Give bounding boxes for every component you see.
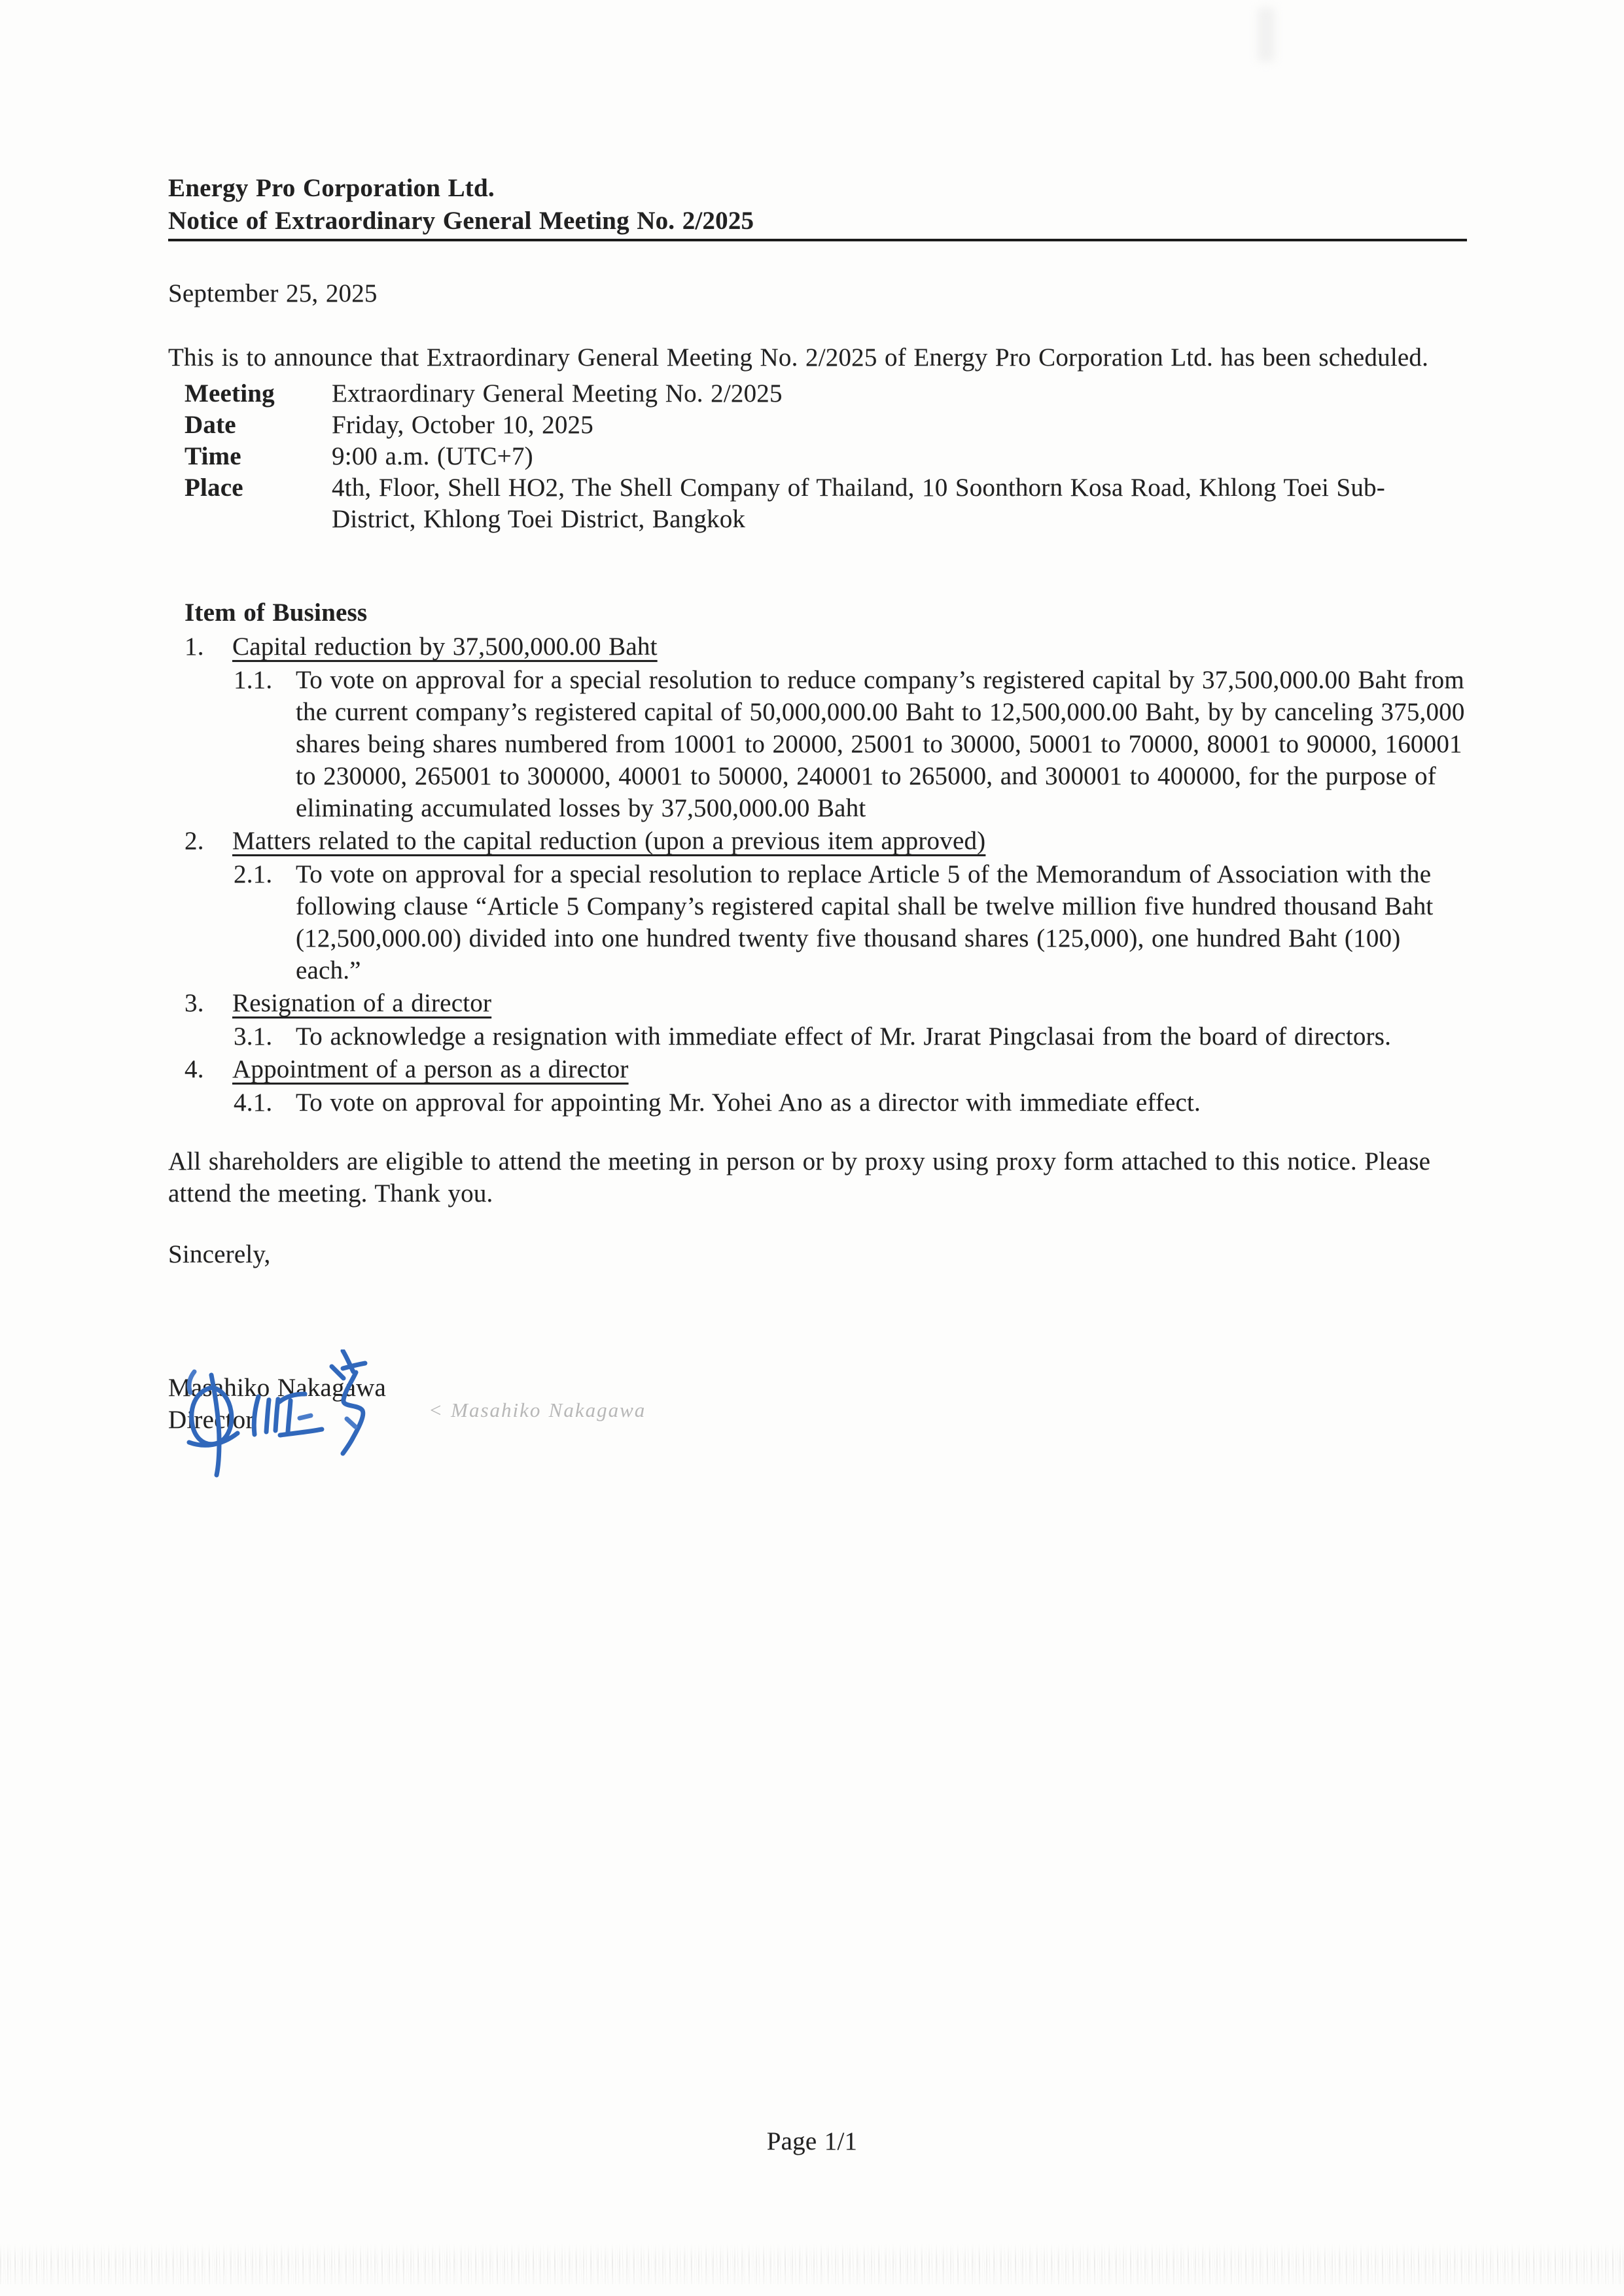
subitem-text: To acknowledge a resignation with immediate effect of Mr. Jrarat Pingclasai from the board of directors.	[296, 1022, 1392, 1051]
scan-artifact-smudge	[1258, 8, 1275, 61]
subitem-text: To vote on approval for appointing Mr. Yohei Ano as a director with immediate effect.	[296, 1088, 1201, 1117]
subitem-number: 3.1.	[234, 1022, 273, 1051]
item-number: 3.	[185, 989, 204, 1017]
signer-name: Masahiko Nakagawa	[168, 1374, 387, 1402]
subitem-number: 2.1.	[234, 860, 273, 888]
date-line: September 25, 2025	[168, 279, 378, 307]
detail-value-place: 4th, Floor, Shell HO2, The Shell Company of Thailand, 10 Soonthorn Kosa Road, Khlong Toei Sub-District, Khlong Toei District, Bangkok	[332, 474, 1385, 533]
table-row	[168, 378, 1467, 409]
list-item	[168, 824, 1467, 858]
list-subitem	[168, 858, 1467, 986]
company-name: Energy Pro Corporation Ltd.	[168, 174, 495, 202]
list-item	[168, 1052, 1467, 1087]
table-row	[168, 409, 1467, 441]
intro-paragraph: This is to announce that Extraordinary General Meeting No. 2/2025 of Energy Pro Corporation Ltd. has been scheduled.	[168, 343, 1429, 372]
item-title: Capital reduction by 37,500,000.00 Baht	[232, 633, 658, 661]
table-row	[168, 441, 1467, 472]
business-heading: Item of Business	[185, 599, 368, 627]
header-rule	[168, 239, 1467, 241]
scan-noise-band	[0, 2244, 1624, 2284]
item-title: Matters related to the capital reduction (upon a previous item approved)	[232, 827, 986, 855]
business-item-1	[168, 630, 1467, 824]
digital-signature-annotation: < Masahiko Nakagawa	[429, 1399, 646, 1421]
list-subitem	[168, 1087, 1467, 1119]
list-item	[168, 986, 1467, 1020]
detail-label-place: Place	[185, 474, 243, 502]
business-item-2	[168, 824, 1467, 986]
detail-label-date: Date	[185, 411, 236, 439]
subitem-number: 1.1.	[234, 666, 273, 694]
business-item-4	[168, 1052, 1467, 1119]
notice-title: Notice of Extraordinary General Meeting No. 2/2025	[168, 207, 754, 235]
item-number: 1.	[185, 633, 204, 661]
item-title: Resignation of a director	[232, 989, 492, 1017]
detail-value-meeting: Extraordinary General Meeting No. 2/2025	[332, 379, 783, 408]
page-number: Page 1/1	[766, 2127, 858, 2155]
subitem-number: 4.1.	[234, 1088, 273, 1117]
list-subitem	[168, 664, 1467, 824]
meeting-details-table	[168, 378, 1467, 535]
detail-label-time: Time	[185, 442, 241, 470]
subitem-text: To vote on approval for a special resolution to reduce company’s registered capital by 37,500,000.00 Baht from the current company’s registered capital of 50,000,000.00 Baht to 12,500,000.00 Baht, by by canceling 375,000 shares being shares numbered from 10001 to 20000, 25001 to 30000, 50001 to 70000, 80001 to 90000, 160001 to 230000, 265001 to 300000, 40001 to 50000, 240001 to 265000, and 300001 to 400000, for the purpose of eliminating accumulated losses by 37,500,000.00 Baht	[296, 666, 1465, 822]
business-item-3	[168, 986, 1467, 1052]
item-number: 2.	[185, 827, 204, 855]
closing-paragraph: All shareholders are eligible to attend the meeting in person or by proxy using proxy form attached to this notice. Please attend the meeting. Thank you.	[168, 1147, 1431, 1208]
list-subitem	[168, 1020, 1467, 1052]
document-body	[168, 172, 1467, 1436]
signer-title: Director	[168, 1406, 255, 1434]
handwritten-signature-ink	[186, 1349, 375, 1488]
detail-value-time: 9:00 a.m. (UTC+7)	[332, 442, 533, 470]
subitem-text: To vote on approval for a special resolution to replace Article 5 of the Memorandum of Association with the following clause “Article 5 Company’s registered capital shall be twelve million five hundred thousand Baht (12,500,000.00) divided into one hundred twenty five thousand shares (125,000), one hundred Baht (100) each.”	[296, 860, 1434, 984]
salutation: Sincerely,	[168, 1240, 271, 1268]
detail-value-date: Friday, October 10, 2025	[332, 411, 593, 439]
list-item	[168, 630, 1467, 664]
item-number: 4.	[185, 1055, 204, 1083]
table-row	[168, 472, 1467, 535]
detail-label-meeting: Meeting	[185, 379, 275, 408]
item-title: Appointment of a person as a director	[232, 1055, 629, 1083]
